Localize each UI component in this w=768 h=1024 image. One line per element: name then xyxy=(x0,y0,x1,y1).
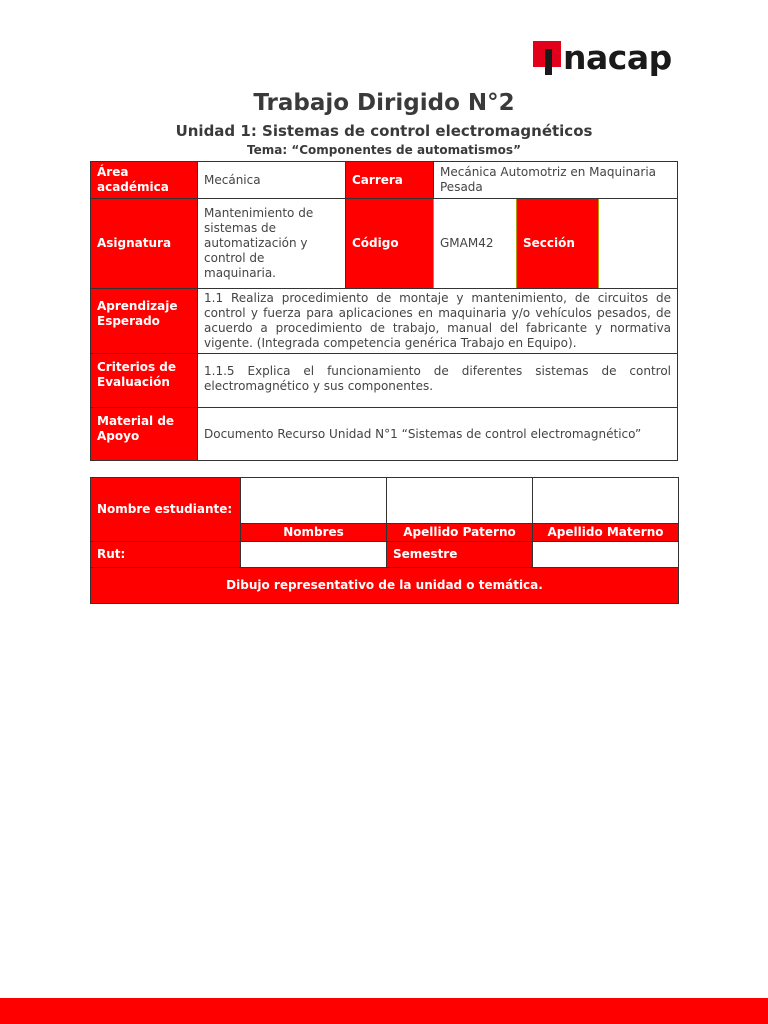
apellido-paterno-input[interactable] xyxy=(387,478,533,524)
criterios-value: 1.1.5 Explica el funcionamiento de diferentes sistemas de control electromagnético y sus componentes. xyxy=(198,354,678,408)
apellido-paterno-label: Apellido Paterno xyxy=(387,524,533,542)
page-title: Trabajo Dirigido N°2 xyxy=(253,90,515,116)
apellido-materno-label: Apellido Materno xyxy=(533,524,679,542)
unit-subtitle: Unidad 1: Sistemas de control electromagnéticos xyxy=(175,122,593,140)
material-label: Material de Apoyo xyxy=(91,408,198,461)
codigo-label: Código xyxy=(346,199,434,289)
nombres-input[interactable] xyxy=(241,478,387,524)
codigo-value: GMAM42 xyxy=(434,199,517,289)
footer-bar xyxy=(0,998,768,1024)
course-info-table xyxy=(90,161,678,461)
material-value: Documento Recurso Unidad N°1 “Sistemas de control electromagnético” xyxy=(198,408,678,461)
semestre-label: Semestre xyxy=(387,542,533,568)
aprendizaje-value: 1.1 Realiza procedimiento de montaje y mantenimiento, de circuitos de control y fuerza para aplicaciones en maquinaria y/o vehículos pesados, de acuerdo a procedimiento de trabajo, manual del fabricante y normativa vigente. (Integrada competencia genérica Trabajo en Equipo). xyxy=(198,289,678,354)
seccion-value xyxy=(599,199,678,289)
nombre-estudiante-label: Nombre estudiante: xyxy=(91,478,241,542)
carrera-value: Mecánica Automotriz en Maquinaria Pesada xyxy=(434,162,678,199)
apellido-materno-input[interactable] xyxy=(533,478,679,524)
rut-input[interactable] xyxy=(241,542,387,568)
asignatura-label: Asignatura xyxy=(91,199,198,289)
area-label: Área académica xyxy=(91,162,198,199)
inacap-logo xyxy=(533,38,672,78)
tema-line: Tema: “Componentes de automatismos” xyxy=(247,143,521,157)
rut-label: Rut: xyxy=(91,542,241,568)
seccion-label: Sección xyxy=(517,199,599,289)
asignatura-value: Mantenimiento de sistemas de automatización y control de maquinaria. xyxy=(198,199,346,289)
carrera-label: Carrera xyxy=(346,162,434,199)
criterios-label: Criterios de Evaluación xyxy=(91,354,198,408)
student-table xyxy=(90,477,679,604)
inacap-logo-mark xyxy=(533,41,561,75)
semestre-input[interactable] xyxy=(533,542,679,568)
area-value: Mecánica xyxy=(198,162,346,199)
nombres-label: Nombres xyxy=(241,524,387,542)
aprendizaje-label: Aprendizaje Esperado xyxy=(91,289,198,354)
dibujo-label: Dibujo representativo de la unidad o temática. xyxy=(91,568,679,604)
logo-text: nacap xyxy=(563,38,672,77)
